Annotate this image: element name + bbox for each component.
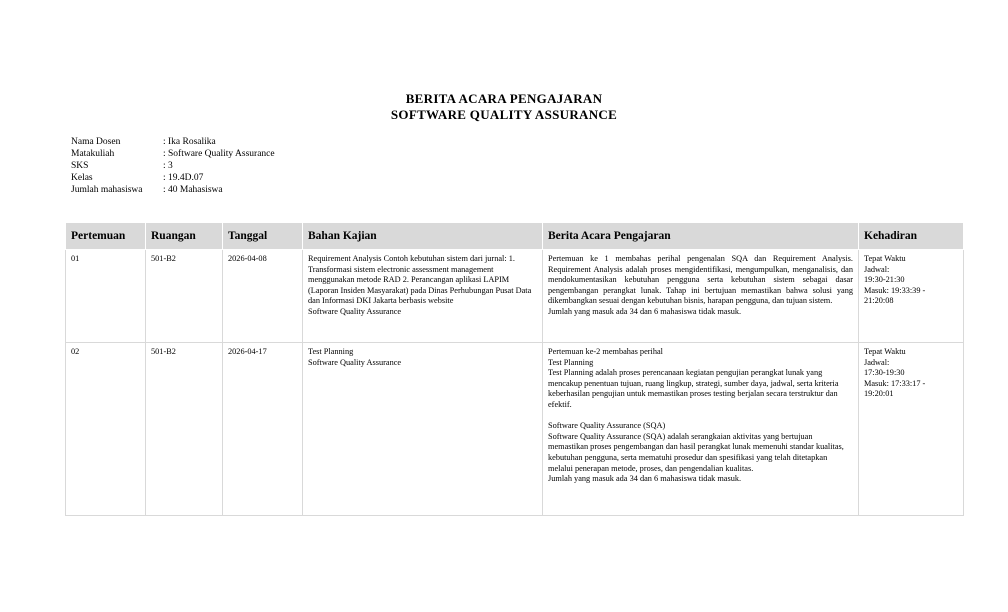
cell-berita-acara: Pertemuan ke 1 membahas perihal pengenalan SQA dan Requirement Analysis. Requirement Analysis adalah proses mengidentifikasi, mengumpulkan, menganalisis, dan mendokumentasikan kebutuhan pengguna serta kebutuhan sistem sebagai dasar pengembangan perangkat lunak. Tahap ini bertujuan memastikan bahwa solusi yang dikembangkan sesuai dengan kebutuhan bisnis, harapan pengguna, dan tujuan sistem. Jumlah yang masuk ada 34 dan 6 mahasiswa tidak masuk.	[543, 250, 859, 343]
cell-bahan-kajian: Test Planning Software Quality Assurance	[303, 343, 543, 516]
table-header-row	[66, 223, 964, 250]
column-header-kehadiran: Kehadiran	[859, 223, 964, 250]
document-title: BERITA ACARA PENGAJARAN	[405, 91, 603, 106]
cell-ruangan: 501-B2	[146, 250, 223, 343]
cell-pertemuan: 02	[66, 343, 146, 516]
info-row-sks	[71, 160, 275, 172]
info-label: Matakuliah	[71, 149, 115, 159]
column-header-pertemuan: Pertemuan	[66, 223, 146, 250]
document-subtitle: SOFTWARE QUALITY ASSURANCE	[390, 107, 618, 122]
column-header-berita-acara: Berita Acara Pengajaran	[543, 223, 859, 250]
table-row	[66, 250, 964, 343]
info-label: SKS	[71, 161, 89, 171]
column-header-bahan-kajian: Bahan Kajian	[303, 223, 543, 250]
cell-bahan-kajian: Requirement Analysis Contoh kebutuhan sistem dari jurnal: 1. Transformasi sistem electronic assessment management menggunakan metode RAD 2. Perancangan aplikasi LAPIM (Laporan Insiden Masyarakat) pada Dinas Perhubungan Pusat Data dan Informasi DKI Jakarta berbasis website Software Quality Assurance	[303, 250, 543, 343]
info-label: Nama Dosen	[71, 137, 121, 147]
info-row-matakuliah	[71, 148, 275, 160]
cell-kehadiran: Tepat Waktu Jadwal: 19:30-21:30 Masuk: 19:33:39 - 21:20:08	[859, 250, 964, 343]
cell-tanggal: 2026-04-17	[223, 343, 303, 516]
column-header-ruangan: Ruangan	[146, 223, 223, 250]
info-value: : 19.4D.07	[163, 173, 204, 183]
column-header-tanggal: Tanggal	[223, 223, 303, 250]
cell-pertemuan: 01	[66, 250, 146, 343]
info-row-jumlah	[71, 184, 275, 196]
cell-tanggal: 2026-04-08	[223, 250, 303, 343]
info-value: : 3	[163, 161, 173, 171]
info-label: Jumlah mahasiswa	[71, 185, 143, 195]
teaching-report-table	[65, 222, 964, 516]
info-row-dosen	[71, 136, 275, 148]
info-label: Kelas	[71, 173, 93, 183]
info-value: : Ika Rosalika	[163, 137, 216, 147]
cell-berita-acara: Pertemuan ke-2 membahas perihal Test Planning Test Planning adalah proses perencanaan kegiatan pengujian perangkat lunak yang mencakup penentuan tujuan, ruang lingkup, strategi, sumber daya, jadwal, serta kriteria keberhasilan pengujian untuk memastikan proses testing berjalan secara terstruktur dan efektif. Software Quality Assurance (SQA) Software Quality Assurance (SQA) adalah serangkaian aktivitas yang bertujuan memastikan proses pengembangan dan hasil perangkat lunak memenuhi standar kualitas, kebutuhan pengguna, serta mematuhi prosedur dan spesifikasi yang telah ditetapkan melalui penerapan metode, proses, dan pengendalian kualitas. Jumlah yang masuk ada 34 dan 6 mahasiswa tidak masuk.	[543, 343, 859, 516]
course-info	[71, 136, 275, 196]
info-value: : 40 Mahasiswa	[163, 185, 223, 195]
cell-ruangan: 501-B2	[146, 343, 223, 516]
info-value: : Software Quality Assurance	[163, 149, 275, 159]
table-row	[66, 343, 964, 516]
cell-kehadiran: Tepat Waktu Jadwal: 17:30-19:30 Masuk: 17:33:17 - 19:20:01	[859, 343, 964, 516]
info-row-kelas	[71, 172, 275, 184]
